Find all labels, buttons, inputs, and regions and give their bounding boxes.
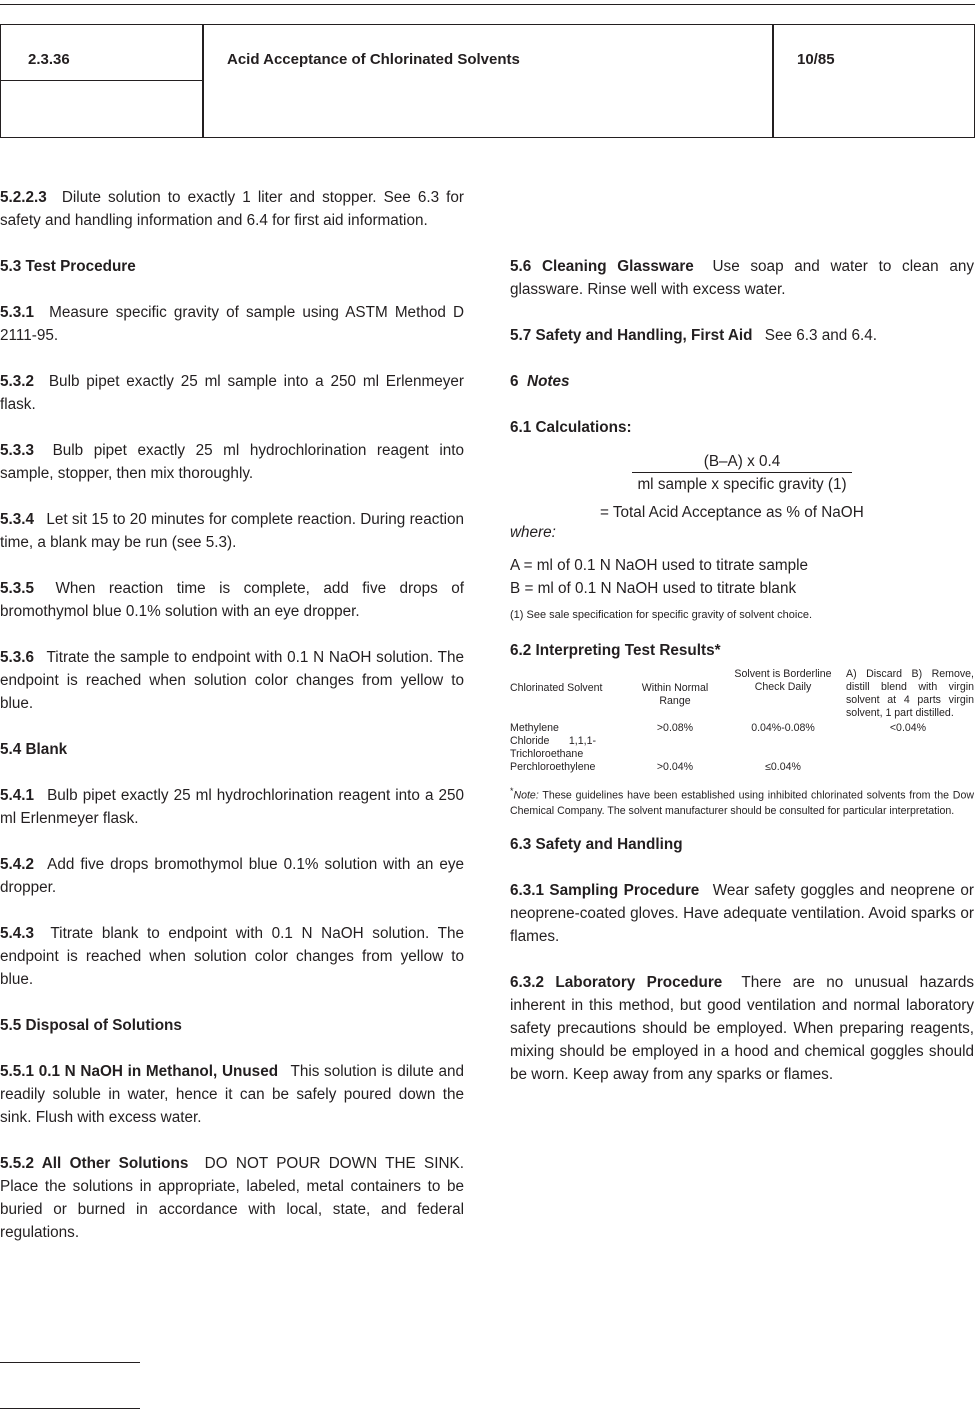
paragraph-text: Dilute solution to exactly 1 liter and stopper. See 6.3 for safety and handling information and 6.4 for first aid information. (0, 189, 465, 229)
paragraph-text: Let sit 15 to 20 minutes for complete reaction. During reaction time, a blank may be run (see 5.3). (0, 511, 465, 551)
note-mark: * (510, 786, 514, 796)
section-heading: 6.3.2 Laboratory Procedure (510, 973, 723, 991)
left-column (0, 186, 464, 1267)
heading-6-2: 6.2 Interpreting Test Results* (510, 642, 721, 659)
definition-a: A = ml of 0.1 N NaOH used to titrate sample (510, 557, 808, 574)
paragraph-text: When reaction time is complete, add five drops of bromothymol blue 0.1% solution with an eye dropper. (0, 580, 465, 620)
table-header-cell: Solvent is Borderline Check Daily (734, 668, 832, 693)
paragraph-5-4-1 (0, 784, 464, 830)
section-number: 5.4.1 (0, 787, 35, 804)
section-heading: 5.6 Cleaning Glassware (510, 258, 694, 275)
results-table (510, 668, 974, 774)
header-blank-cell (0, 80, 204, 138)
table-cell: 0.04%-0.08% (751, 722, 815, 734)
paragraph-5-5-1 (0, 1060, 464, 1129)
heading-5-4: 5.4 Blank (0, 741, 68, 758)
paragraph-text: Measure specific gravity of sample using ASTM Method D 2111-95. (0, 304, 465, 344)
document-header (0, 0, 975, 138)
section-number: 5.3.2 (0, 373, 35, 390)
heading-6 (510, 370, 974, 393)
paragraph-text: Bulb pipet exactly 25 ml sample into a 250 ml Erlenmeyer flask. (0, 373, 465, 413)
paragraph-5-6 (510, 255, 974, 301)
calculation-footnote: (1) See sale specification for specific gravity of solvent choice. (510, 609, 813, 621)
section-heading: 5.5.2 All Other Solutions (0, 1155, 189, 1172)
table-cell: Methylene Chloride 1,1,1-Trichloroethane (510, 722, 596, 760)
section-number: 5.2.2.3 (0, 189, 47, 206)
table-cell: Perchloroethylene (510, 761, 596, 773)
header-title-cell (202, 24, 774, 138)
paragraph-5-4-3 (0, 922, 464, 991)
section-heading: 5.5.1 0.1 N NaOH in Methanol, Unused (0, 1063, 279, 1080)
paragraph-5-3-6 (0, 646, 464, 715)
table-note (510, 784, 974, 819)
table-cell: >0.08% (656, 722, 694, 734)
table-header-cell: Chlorinated Solvent (510, 682, 603, 694)
heading-5-3: 5.3 Test Procedure (0, 258, 136, 275)
paragraph-6-3-1 (510, 879, 974, 948)
paragraph-5-3-5 (0, 577, 464, 623)
footnote-rule-top (0, 1362, 140, 1363)
header-top-rule (0, 4, 975, 5)
heading-6-1: 6.1 Calculations: (510, 419, 632, 436)
paragraph-5-3-2 (0, 370, 464, 416)
paragraph-text: See 6.3 and 6.4. (764, 327, 878, 344)
paragraph-text: Add five drops bromothymol blue 0.1% solution with an eye dropper. (0, 856, 465, 896)
formula-fraction (632, 451, 852, 496)
section-number: 5.3.5 (0, 580, 35, 597)
table-cell: ≤0.04% (765, 761, 801, 773)
where-label: where: (510, 524, 556, 541)
paragraph-5-4-2 (0, 853, 464, 899)
method-title: Acid Acceptance of Chlorinated Solvents (227, 51, 520, 68)
paragraph-text: There are no unusual hazards inherent in this method, but good ventilation and normal laboratory safety precautions should be employed. When preparing reagents, mixing should be employed in a hood and chemical goggles should be worn. Keep away from any sparks or flames. (510, 973, 974, 1083)
header-date-cell (772, 24, 975, 138)
paragraph-text: Bulb pipet exactly 25 ml hydrochlorination reagent into sample, stopper, then mix thoroughly. (0, 442, 464, 482)
table-row (510, 720, 974, 761)
section-number: 5.3.4 (0, 511, 35, 528)
table-cell: <0.04% (889, 722, 927, 734)
paragraph-5-2-2-3 (0, 186, 464, 232)
table-header-cell: A) Discard B) Remove, distill blend with virgin solvent at 4 parts virgin solvent, 1 part distilled. (846, 668, 974, 719)
paragraph-5-7 (510, 324, 974, 347)
note-label: Note: (513, 789, 539, 802)
definition-b: B = ml of 0.1 N NaOH used to titrate blank (510, 580, 797, 597)
paragraph-text: Bulb pipet exactly 25 ml hydrochlorination reagent into a 250 ml Erlenmeyer flask. (0, 787, 465, 827)
section-number: 5.4.2 (0, 856, 35, 873)
table-header-row (510, 668, 974, 720)
table-header-cell: Within Normal Range (641, 682, 709, 707)
section-number: 5.3.1 (0, 304, 35, 321)
paragraph-text: Wear safety goggles and neoprene or neoprene-coated gloves. Have adequate ventilation. Avoid sparks or flames. (510, 881, 975, 945)
method-code: 2.3.36 (28, 51, 70, 68)
right-column (510, 186, 974, 1109)
section-label: Notes (527, 373, 570, 390)
formula-denominator: ml sample x specific gravity (1) (637, 476, 847, 493)
paragraph-text: Titrate blank to endpoint with 0.1 N NaOH solution. The endpoint is reached when solution color changes from yellow to blue. (0, 925, 465, 988)
paragraph-6-3-2 (510, 971, 974, 1086)
section-number: 5.4.3 (0, 925, 35, 942)
section-number: 6 (510, 373, 519, 390)
paragraph-text: Use soap and water to clean any glassware. Rinse well with excess water. (510, 258, 974, 298)
formula-result: = Total Acid Acceptance as % of NaOH (600, 504, 864, 521)
heading-5-5: 5.5 Disposal of Solutions (0, 1017, 182, 1034)
paragraph-text: DO NOT POUR DOWN THE SINK. Place the solutions in appropriate, labeled, metal containers to be buried or burned in accordance with local, state, and federal regulations. (0, 1155, 465, 1241)
method-date: 10/85 (797, 51, 835, 68)
section-number: 5.3.6 (0, 649, 35, 666)
section-number: 5.3.3 (0, 442, 35, 459)
paragraph-text: Titrate the sample to endpoint with 0.1 N NaOH solution. The endpoint is reached when solution color changes from yellow to blue. (0, 649, 464, 712)
section-heading: 5.7 Safety and Handling, First Aid (510, 327, 753, 344)
heading-6-3: 6.3 Safety and Handling (510, 835, 683, 853)
paragraph-5-5-2 (0, 1152, 464, 1244)
paragraph-5-3-1 (0, 301, 464, 347)
formula-numerator: (B–A) x 0.4 (632, 451, 852, 473)
paragraph-5-3-4 (0, 508, 464, 554)
table-cell (842, 761, 974, 774)
paragraph-5-3-3 (0, 439, 464, 485)
paragraph-text: This solution is dilute and readily soluble in water, hence it can be safely poured down the sink. Flush with excess water. (0, 1063, 464, 1126)
table-cell: >0.04% (656, 761, 694, 773)
section-heading: 6.3.1 Sampling Procedure (510, 881, 700, 899)
calculation-formula (510, 451, 974, 521)
table-row (510, 761, 974, 774)
note-text: These guidelines have been established using inhibited chlorinated solvents from the Dow Chemical Company. The solvent manufacturer should be consulted for particular interpretation. (510, 789, 974, 817)
